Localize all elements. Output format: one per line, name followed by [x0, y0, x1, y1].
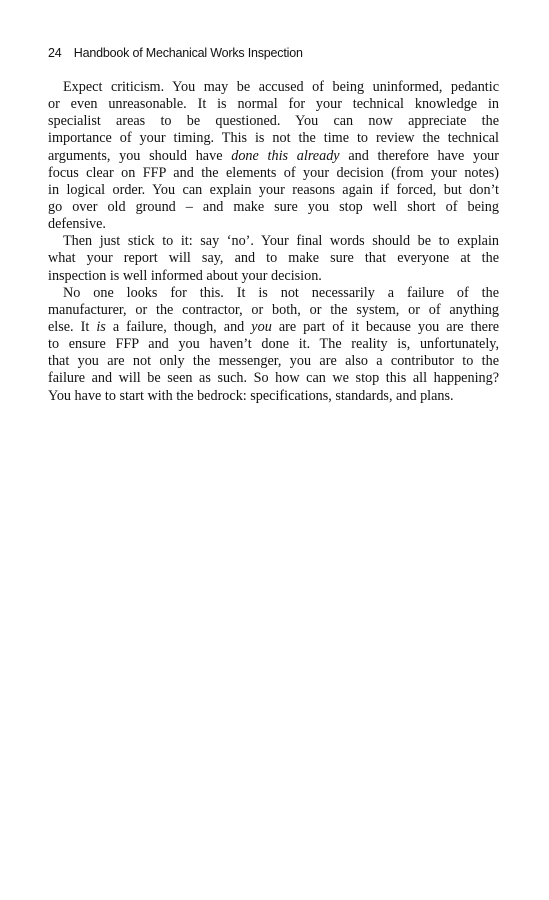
text-line [48, 370, 499, 387]
text-run: importance of your timing. This is not the time to review the technical [48, 130, 499, 147]
text-run: or even unreasonable. It is normal for your technical knowledge in [48, 96, 499, 113]
paragraph [48, 233, 499, 284]
text-run: Expect criticism. You may be accused of being uninformed, pedantic [63, 79, 499, 95]
text-run: to ensure FFP and you haven’t done it. The reality is, unfortunately, [48, 336, 499, 353]
text-run: Then just stick to it: say ‘no’. Your final words should be to explain [63, 233, 499, 250]
running-head-title: Handbook of Mechanical Works Inspection [73, 46, 303, 60]
running-head [48, 46, 303, 60]
text-line [48, 148, 499, 165]
text-line [48, 79, 499, 96]
text-run: that you are not only the messenger, you are also a contributor to the [48, 353, 499, 370]
text-run: are part of it because you are there [271, 318, 499, 335]
text-line [48, 353, 499, 370]
page-number: 24 [48, 46, 62, 60]
text-run: and therefore have your [339, 147, 499, 164]
text-run: failure and will be seen as such. So how can we stop this all happening? [48, 370, 499, 387]
text-line [48, 96, 499, 113]
text-line [48, 319, 499, 336]
text-line [48, 250, 499, 267]
text-run: go over old ground – and make sure you stop well short of being [48, 198, 499, 215]
text-line [48, 233, 499, 250]
text-line [48, 302, 499, 319]
text-run: focus clear on FFP and the elements of your decision (from your notes) [48, 164, 499, 181]
text-line [48, 130, 499, 147]
text-run: else. It [48, 318, 97, 335]
text-run: arguments, you should have [48, 147, 232, 164]
text-run: a failure, though, and [105, 318, 252, 335]
text-line [48, 216, 499, 233]
text-run: in logical order. You can explain your reasons again if forced, but don’t [48, 181, 499, 198]
body-text [48, 79, 499, 405]
text-line [48, 285, 499, 302]
emphasis: done this already [231, 147, 340, 164]
text-run: You have to start with the bedrock: specifications, standards, and plans. [48, 387, 454, 404]
text-run: manufacturer, or the contractor, or both, or the system, or of anything [48, 301, 499, 318]
text-line [48, 199, 499, 216]
text-line [48, 388, 499, 405]
text-line [48, 182, 499, 199]
text-line [48, 113, 499, 130]
emphasis: is [96, 318, 106, 335]
text-line [48, 268, 499, 285]
paragraph [48, 285, 499, 405]
text-run: No one looks for this. It is not necessarily a failure of the [63, 284, 499, 301]
text-line [48, 336, 499, 353]
text-run: specialist areas to be questioned. You can now appreciate the [48, 113, 499, 130]
paragraph [48, 79, 499, 233]
text-run: defensive. [48, 216, 106, 233]
emphasis: you [251, 318, 272, 335]
text-run: what your report will say, and to make sure that everyone at the [48, 250, 499, 267]
text-run: inspection is well informed about your decision. [48, 267, 322, 284]
text-line [48, 165, 499, 182]
